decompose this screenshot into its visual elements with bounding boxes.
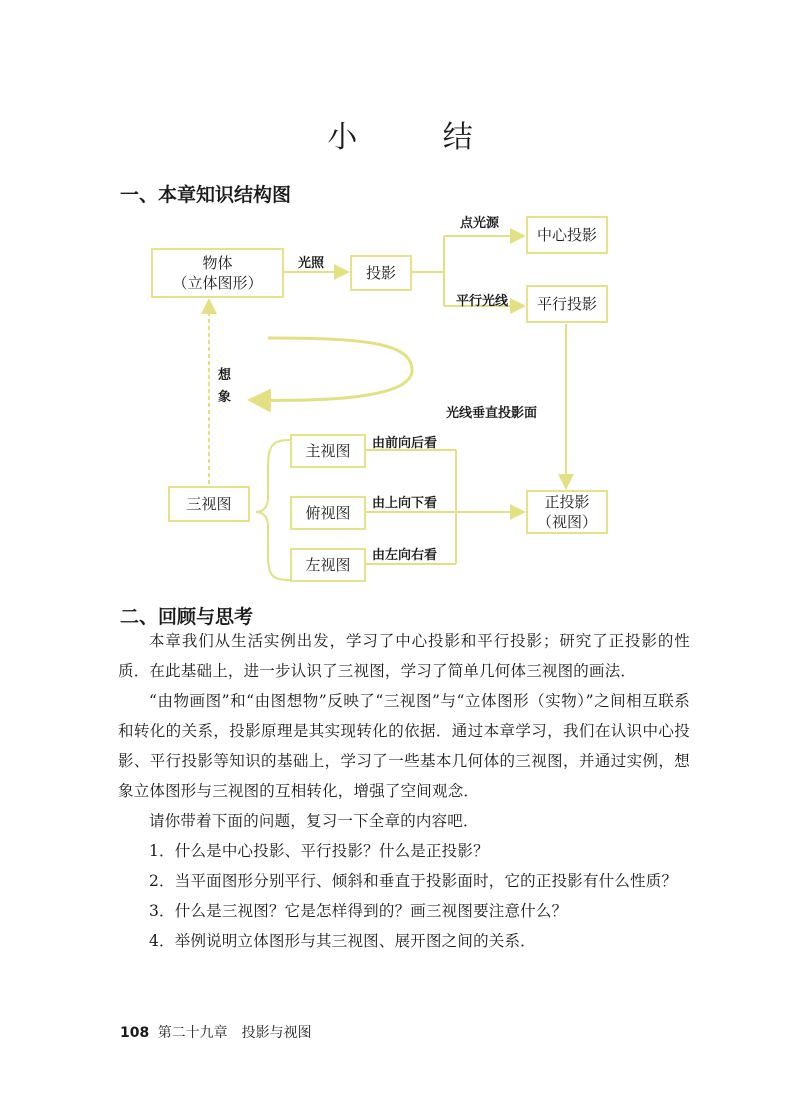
object-label: 物体 — [202, 254, 233, 272]
review-body — [118, 626, 690, 956]
perpendicular-label: 光线垂直投影面 — [446, 406, 538, 421]
imagine-label-1: 想 — [218, 368, 232, 383]
left-direction-label: 由左向右看 — [372, 548, 438, 563]
question-item: 3．什么是三视图？它是怎样得到的？画三视图要注意什么？ — [149, 902, 568, 920]
orthographic-sublabel: （视图） — [536, 513, 597, 531]
parallel-light-label: 平行光线 — [456, 294, 509, 309]
question-item: 1．什么是中心投影、平行投影？什么是正投影？ — [149, 842, 489, 860]
light-label: 光照 — [298, 256, 325, 271]
left-view-box: 左视图 — [290, 548, 366, 582]
paragraph: 本章我们从生活实例出发，学习了中心投影和平行投影；研究了正投影的性质．在此基础上，进一步认识了三视图，学习了简单几何体三视图的画法． — [118, 632, 690, 680]
main-view-box: 主视图 — [290, 434, 366, 468]
paragraph: 请你带着下面的问题，复习一下全章的内容吧． — [149, 812, 479, 830]
parallel-projection-box: 平行投影 — [526, 285, 608, 323]
orthographic-projection-box — [526, 490, 608, 534]
orthographic-label: 正投影 — [544, 493, 590, 511]
curved-arrow — [250, 338, 412, 400]
paragraph: “由物画图”和“由图想物”反映了“三视图”与“立体图形（实物）”之间相互联系和转化的关系，投影原理是其实现转化的依据．通过本章学习，我们在认识中心投影、平行投影等知识的基础上，学习了一些基本几何体的三视图，并通过实例，想象立体图形与三视图的互相转化，增强了空间观念． — [118, 692, 690, 800]
three-views-box: 三视图 — [168, 486, 250, 522]
question-item: 2．当平面图形分别平行、倾斜和垂直于投影面时，它的正投影有什么性质？ — [149, 872, 678, 890]
section-heading-structure: 一、本章知识结构图 — [120, 184, 292, 206]
object-sublabel: （立体图形） — [172, 274, 263, 292]
projection-box: 投影 — [350, 255, 412, 291]
page-footer — [120, 1022, 312, 1042]
question-item: 4．举例说明立体图形与其三视图、展开图之间的关系． — [149, 932, 536, 950]
point-source-label: 点光源 — [460, 216, 500, 231]
top-direction-label: 由上向下看 — [372, 496, 438, 511]
central-projection-box: 中心投影 — [526, 216, 608, 254]
page-title: 小 结 — [327, 120, 511, 155]
page-number: 108 — [120, 1025, 150, 1041]
imagine-label-2: 象 — [218, 390, 232, 405]
top-view-box: 俯视图 — [290, 496, 366, 530]
chapter-title: 第二十九章 投影与视图 — [157, 1025, 312, 1041]
front-direction-label: 由前向后看 — [372, 436, 438, 451]
object-box — [151, 248, 284, 298]
section-heading-review: 二、回顾与思考 — [120, 606, 254, 628]
